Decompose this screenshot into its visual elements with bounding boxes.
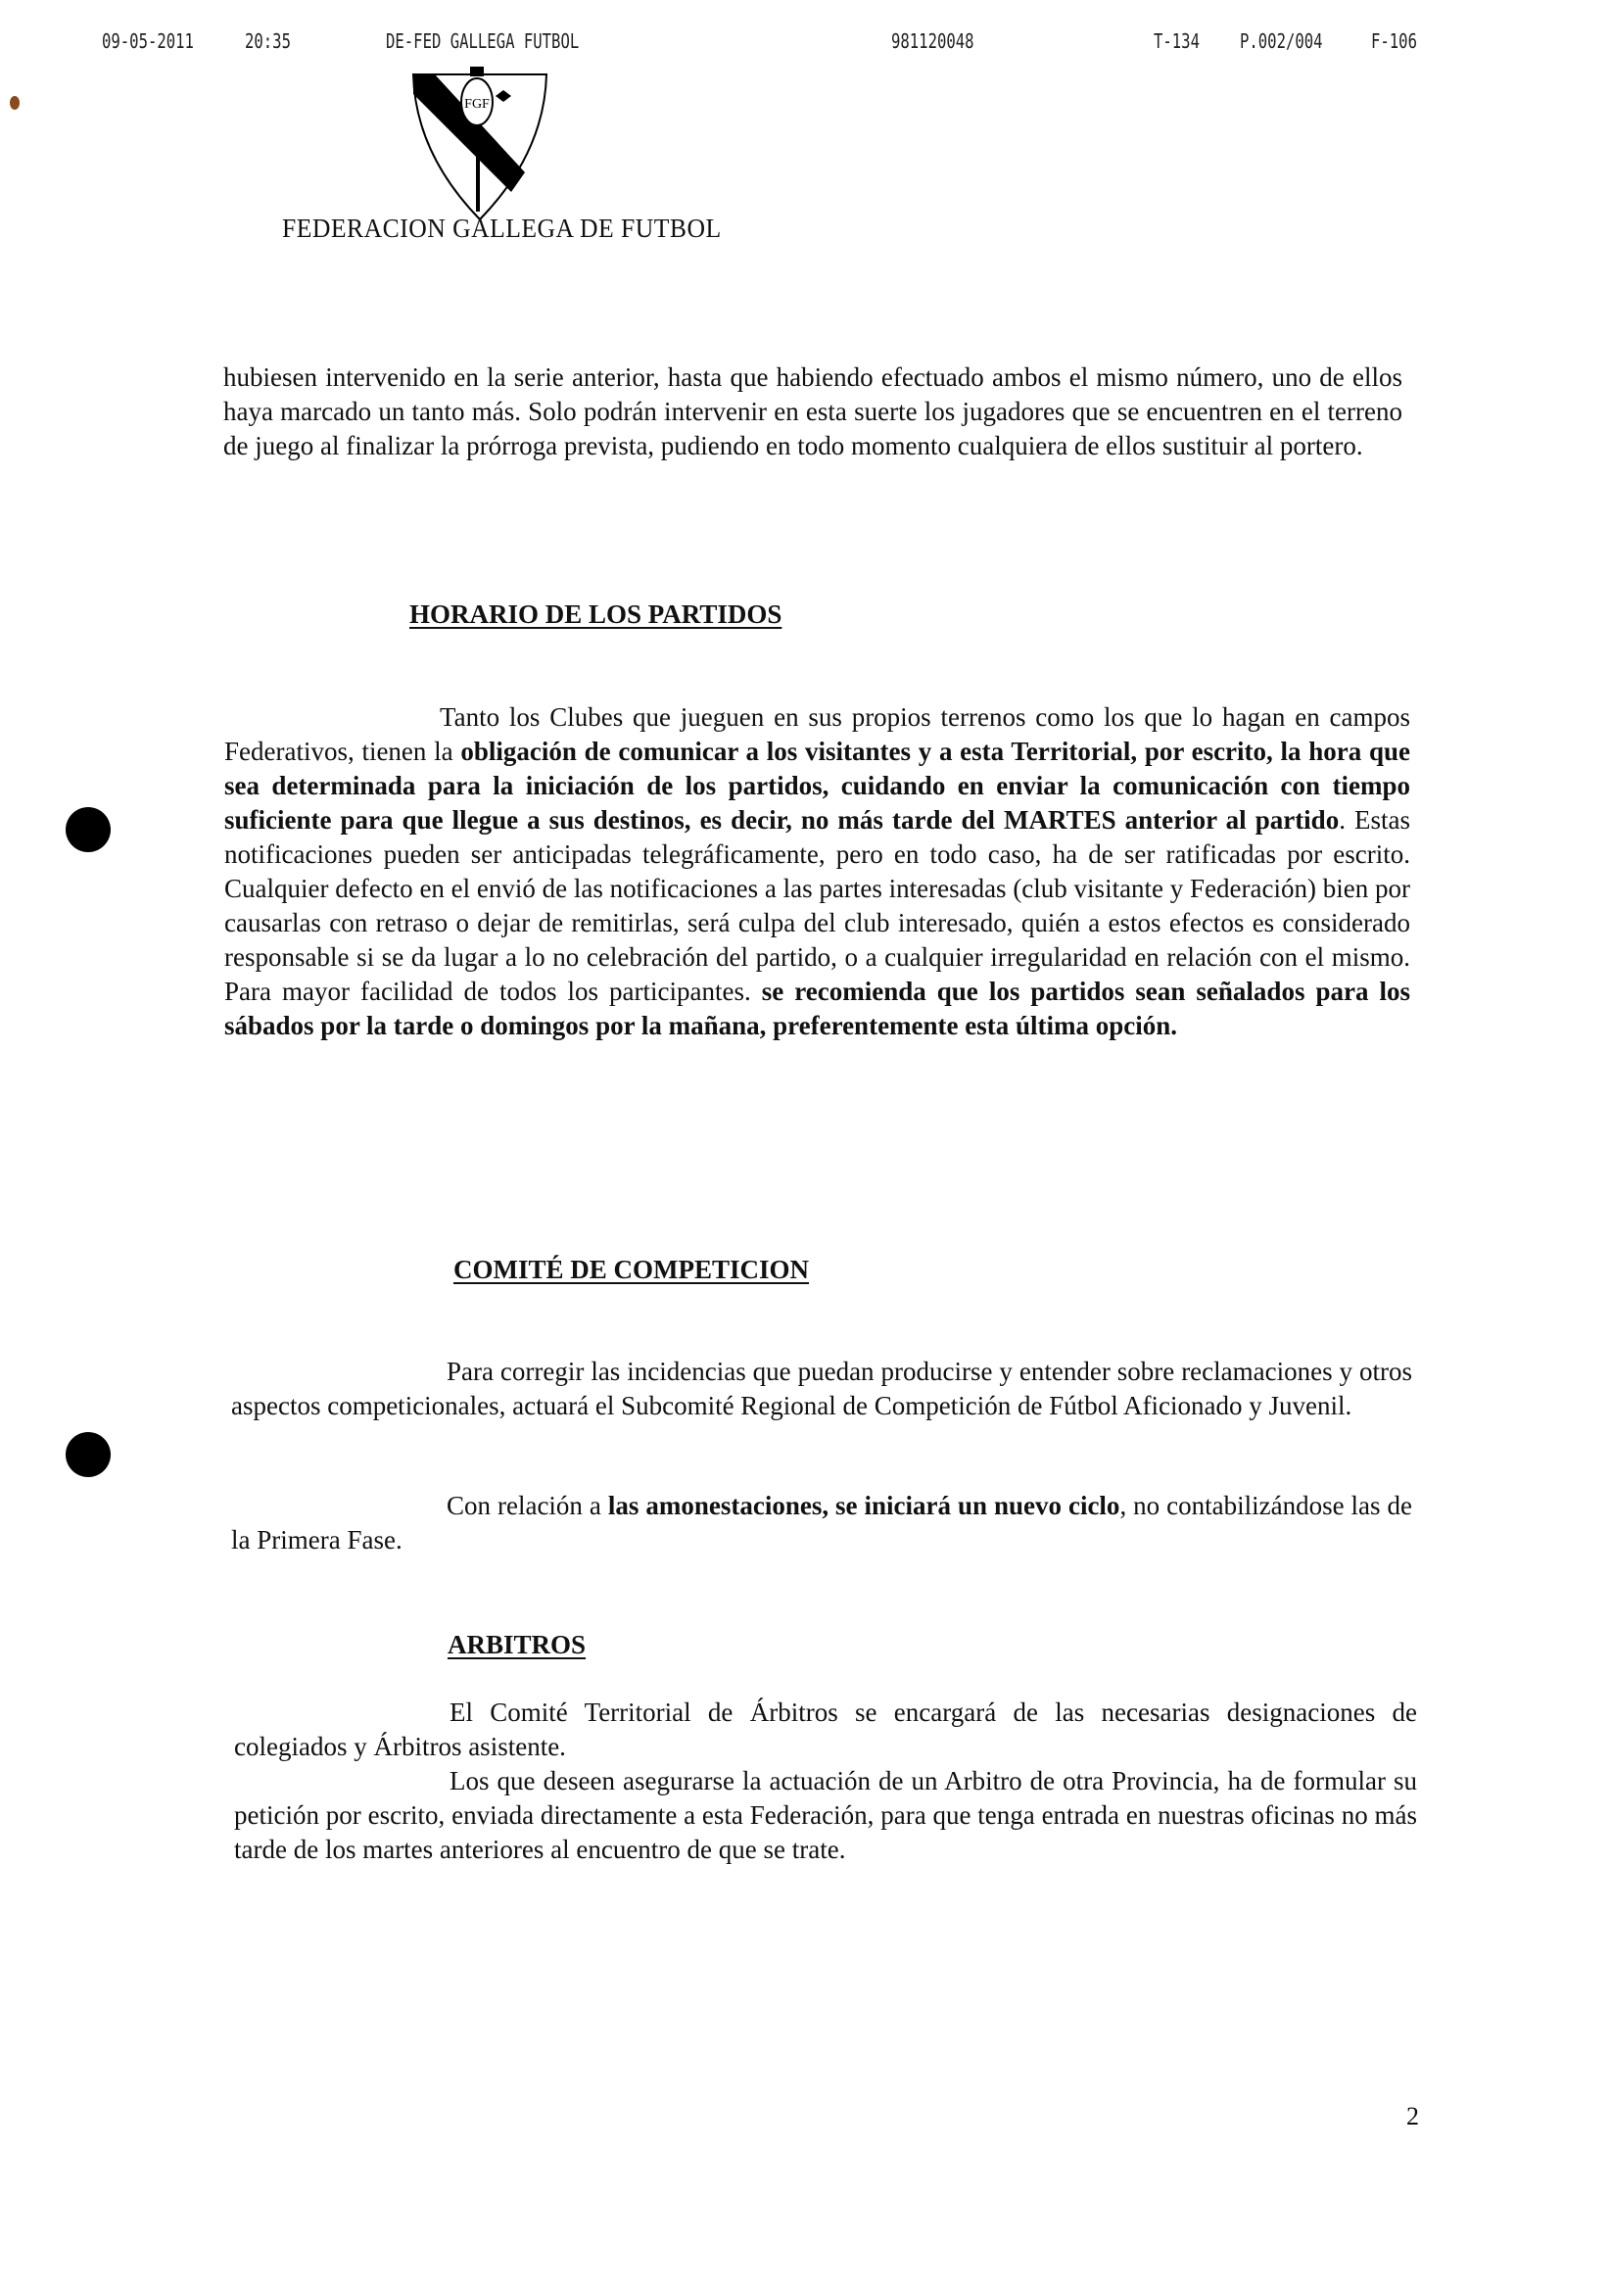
heading-horario: HORARIO DE LOS PARTIDOS	[409, 599, 782, 629]
fax-sender: DE-FED GALLEGA FUTBOL	[386, 29, 580, 53]
fax-phone: 981120048	[891, 29, 974, 53]
fax-page: P.002/004	[1240, 29, 1323, 53]
amonestaciones-text: , no contabilizándose las de la Primera Fase.	[231, 1491, 1412, 1555]
horario-paragraph	[224, 700, 1410, 1043]
horario-text: . Estas notificaciones pueden ser anticipadas telegráficamente, pero en todo caso, ha de ser ratificadas por escrito. Cualquier defecto en el envió de las notificaciones a las partes interesadas (club visitante y Federación) bien por causarlas con retraso o dejar de remitirlas, será culpa del club interesado, quién a estos efectos es considerado responsable si se da lugar a lo no celebración del partido, o a cualquier irregularidad en relación con el mismo. Para mayor facilidad de todos los participantes.	[224, 805, 1410, 1006]
amonestaciones-text: Con relación a	[447, 1491, 608, 1520]
comite-paragraph: Para corregir las incidencias que puedan producirse y entender sobre reclamaciones y otros aspectos competicionales, actuará el Subcomité Regional de Competición de Fútbol Aficionado y Juvenil.	[231, 1357, 1412, 1420]
heading-comite: COMITÉ DE COMPETICION	[453, 1255, 810, 1284]
fax-date: 09-05-2011	[102, 29, 194, 53]
horario-recommendation: se recomienda que los partidos sean señalados para los sábados por la tarde o domingos por la mañana, preferentemente esta última opción.	[224, 977, 1411, 1040]
arbitros-paragraph-2: Los que deseen asegurarse la actuación de un Arbitro de otra Provincia, ha de formular su petición por escrito, enviada directamente a esta Federación, para que tenga entrada en nuestras oficinas no más tarde de los martes anteriores al encuentro de que se trate.	[234, 1766, 1417, 1864]
amonestaciones-paragraph	[231, 1489, 1412, 1557]
horario-emphasis: obligación de comunicar a los visitantes y a esta Territorial, por escrito, la hora que sea determinada para la iniciación de los partidos, cuidando en enviar la comunicación con tiempo suficiente para que llegue a sus destinos, es decir, no más tarde del MARTES anterior al partido	[224, 737, 1410, 835]
intro-paragraph: hubiesen intervenido en la serie anterior, hasta que habiendo efectuado ambos el mismo número, uno de ellos haya marcado un tanto más. Solo podrán intervenir en esta suerte los jugadores que se encuentren en el terreno de juego al finalizar la prórroga prevista, pudiendo en todo momento cualquiera de ellos sustituir al portero.	[223, 362, 1402, 460]
punch-hole	[66, 1432, 111, 1477]
scan-speck	[10, 96, 20, 110]
amonestaciones-emphasis: las amonestaciones, se iniciará un nuevo ciclo	[607, 1491, 1120, 1520]
punch-hole	[66, 807, 111, 852]
svg-text:FGF: FGF	[464, 97, 490, 112]
page-number: 2	[1406, 2102, 1419, 2130]
fax-form: F-106	[1371, 29, 1417, 53]
horario-text: Tanto los Clubes que jueguen en sus propios terrenos como los que lo hagan en campos Federativos, tienen la	[224, 702, 1410, 766]
heading-arbitros: ARBITROS	[448, 1630, 587, 1659]
fax-time: 20:35	[245, 29, 291, 53]
organization-name: FEDERACION GALLEGA DE FUTBOL	[282, 214, 722, 243]
fax-terminal: T-134	[1154, 29, 1200, 53]
arbitros-paragraph-1: El Comité Territorial de Árbitros se encargará de las necesarias designaciones de colegiados y Árbitros asistente.	[234, 1698, 1417, 1761]
federation-logo-shield	[409, 65, 551, 221]
